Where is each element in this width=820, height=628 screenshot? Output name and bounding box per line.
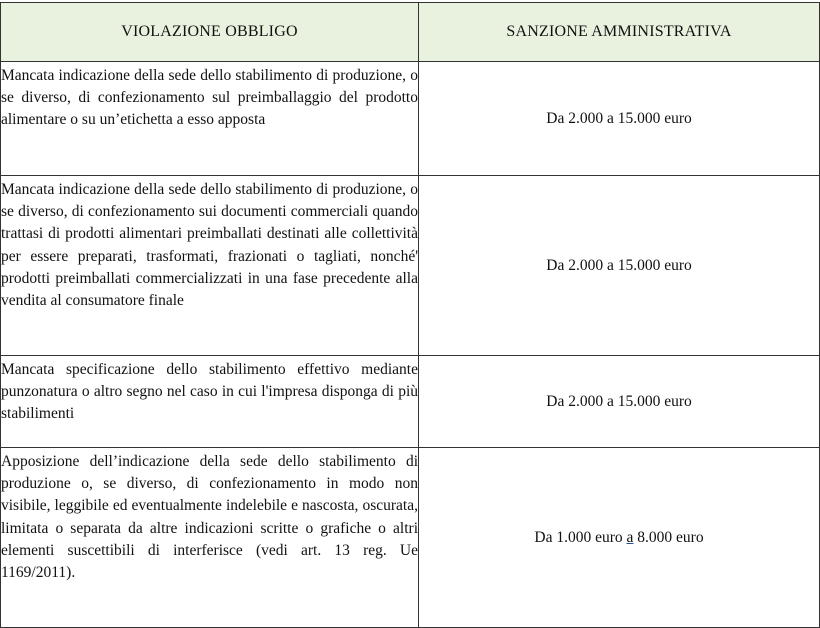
sanction-text: Da 2.000 a 15.000 euro <box>546 392 692 410</box>
table-row <box>1 62 820 176</box>
sanction-cell <box>419 356 820 448</box>
table-row <box>1 448 820 628</box>
violation-text: Mancata indicazione della sede dello stabilimento di produzione, o se diverso, di confezionamento sui documenti commerciali quando trattasi di prodotti alimentari preimballati destinati alle collettività per essere preparati, trasformati, frazionati o tagliati, nonché' prodotti preimballati commercializzati in una fase precedente alla vendita al consumatore finale <box>1 181 418 310</box>
violation-text: Mancata specificazione dello stabilimento effettivo mediante punzonatura o altro segno nel caso in cui l'impresa disponga di più stabilimenti <box>1 361 418 423</box>
header-violation: VIOLAZIONE OBBLIGO <box>1 3 419 62</box>
sanction-text: Da 2.000 a 15.000 euro <box>546 256 692 274</box>
table-row <box>1 356 820 448</box>
sanction-suffix: 8.000 euro <box>633 528 704 546</box>
violation-cell <box>1 448 419 628</box>
violation-cell <box>1 176 419 356</box>
violation-cell <box>1 356 419 448</box>
violation-text: Apposizione dell’indicazione della sede dello stabilimento di produzione o, se diverso, di confezionamento in modo non visibile, leggibile ed eventualmente indelebile e nascosta, oscurata, limitata o separata da altre indicazioni scritte o grafiche o altri elementi suscettibili di interferisce (vedi art. 13 reg. Ue 1169/2011). <box>1 453 418 582</box>
violation-text: Mancata indicazione della sede dello stabilimento di produzione, o se diverso, di confezionamento sul preimballaggio del prodotto alimentare o su un’etichetta a esso apposta <box>1 67 418 129</box>
sanction-cell <box>419 62 820 176</box>
sanction-underlined-a: a <box>626 528 634 546</box>
table-header-row <box>1 3 820 62</box>
sanction-cell <box>419 448 820 628</box>
header-sanction: SANZIONE AMMINISTRATIVA <box>419 3 820 62</box>
table-row <box>1 176 820 356</box>
sanction-prefix: Da 1.000 euro <box>534 528 627 546</box>
sanction-text: Da 2.000 a 15.000 euro <box>546 109 692 127</box>
sanction-cell <box>419 176 820 356</box>
violation-cell <box>1 62 419 176</box>
sanctions-table <box>0 2 820 628</box>
